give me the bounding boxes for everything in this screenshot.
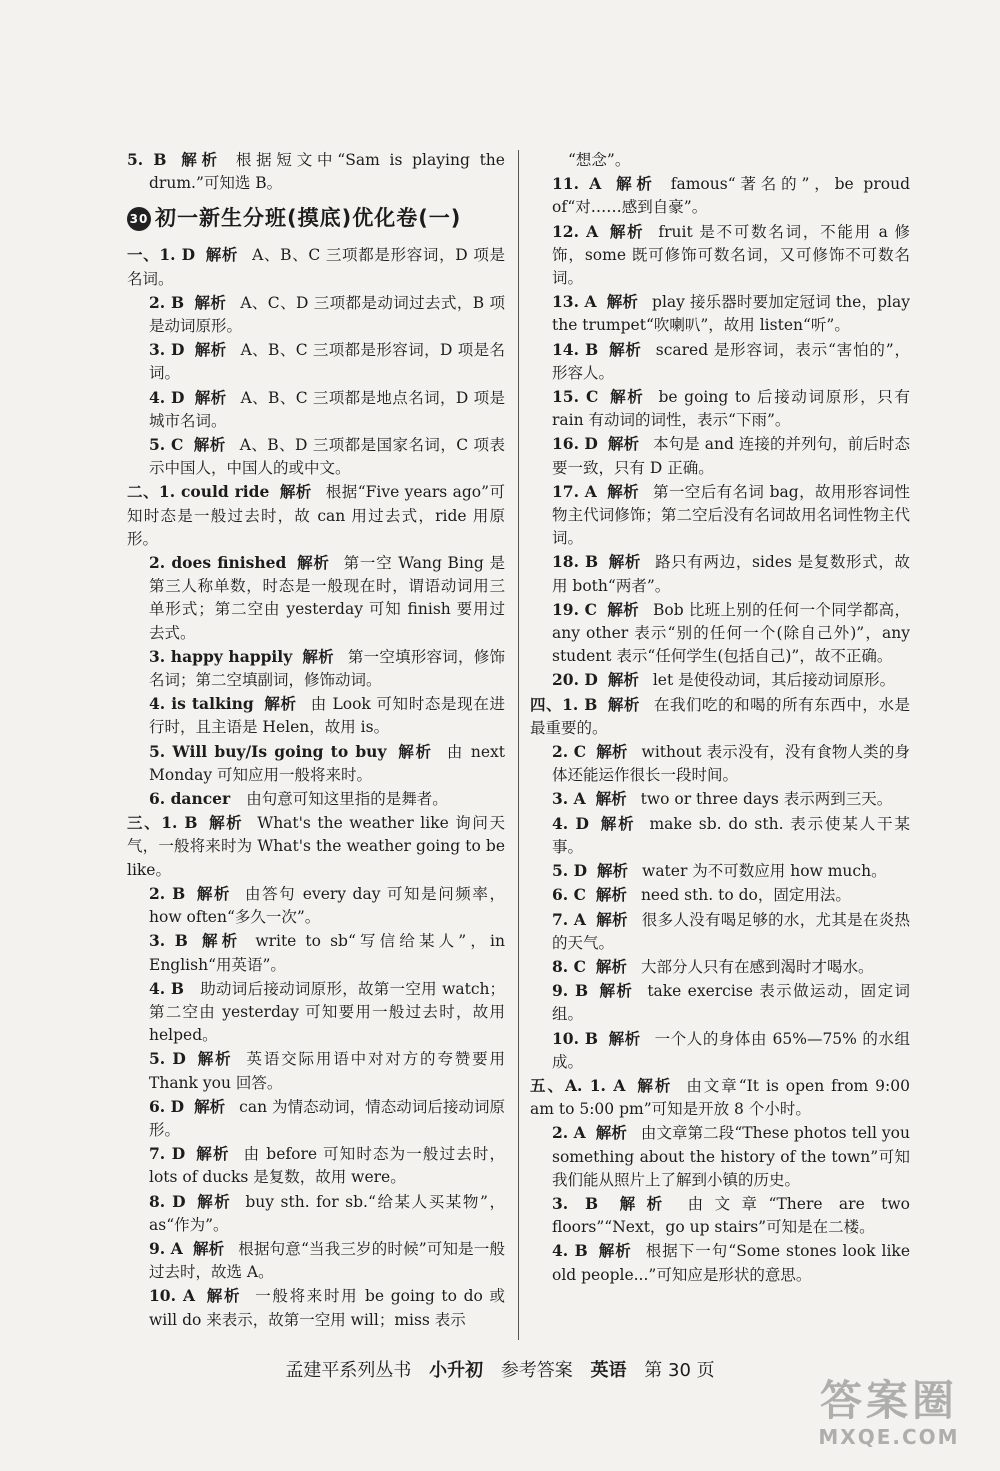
answer-item: [530, 598, 910, 669]
answer-number: 9. A: [149, 1238, 183, 1258]
analysis-text: write to sb“写信给某人”，in English“用英语”。: [149, 932, 505, 974]
analysis-text: can 为情态动词，情态动词后接动词原形。: [149, 1097, 505, 1139]
answer-item: [127, 551, 505, 645]
answer-number: 一、1. D: [127, 245, 196, 265]
analysis-label: 解析: [194, 388, 227, 407]
analysis-label: 解析: [197, 932, 242, 951]
answer-item: [127, 291, 505, 338]
analysis-label: 解析: [595, 910, 628, 929]
watermark-logo: [814, 1377, 964, 1457]
answer-item: [530, 740, 910, 787]
analysis-label: 解析: [296, 554, 330, 573]
analysis-text: A、B、D 三项都是国家名词，C 项表示中国人，中国人的或中文。: [149, 436, 505, 478]
answer-number: 13. A: [552, 292, 597, 312]
analysis-label: 解析: [595, 1124, 627, 1143]
footer-grade: 小升初: [429, 1360, 484, 1381]
analysis-text: 本句是 and 连接的并列句，前后时态要一致，只有 D 正确。: [552, 435, 910, 477]
analysis-label: 解析: [598, 982, 634, 1001]
watermark-logo-text: 答案圈: [819, 1376, 958, 1425]
answer-item: [127, 882, 505, 929]
footer-page: 第 30 页: [644, 1360, 715, 1381]
answer-number: 6. C: [552, 885, 586, 905]
analysis-label: 解析: [176, 151, 222, 169]
answer-number: 4. D: [552, 813, 589, 833]
analysis-label: 解析: [263, 695, 297, 714]
answer-item: [530, 290, 910, 337]
analysis-text: water 为不可数应用 how much。: [642, 862, 887, 881]
answer-item: [530, 338, 910, 385]
analysis-text: need sth. to do，固定用法。: [640, 886, 851, 905]
answer-number: 4. B: [552, 1241, 588, 1261]
answer-number: 5. Will buy/Is going to buy: [149, 741, 387, 761]
answer-number: 6. D: [149, 1096, 185, 1116]
answer-item: [127, 811, 505, 882]
answer-item: [530, 1239, 910, 1286]
answer-number: 2. B: [149, 292, 185, 312]
section-title: [127, 203, 505, 233]
analysis-text: Bob 比班上别的任何一个同学都高，any other 表示“别的任何一个(除自己外)”，any student 表示“任何学生(包括自己)”，故不正确。: [552, 600, 910, 666]
answer-item: [530, 859, 910, 883]
section-title-text: 初一新生分班(摸底)优化卷(一): [155, 206, 462, 231]
analysis-text: 在我们吃的和喝的所有东西中，水是最重要的。: [530, 695, 910, 737]
analysis-label: 解析: [635, 1076, 673, 1095]
analysis-text: 由文章第二段“These photos tell you something about the history of the town”可知我们能从照片上了解到小镇的历史。: [552, 1124, 910, 1189]
analysis-text: 由文章“There are two floors”“Next，go up stairs”可知是在二楼。: [552, 1194, 910, 1237]
analysis-label: 解析: [205, 246, 239, 265]
analysis-text: make sb. do sth. 表示使某人干某事。: [552, 814, 910, 856]
analysis-label: 解析: [194, 341, 227, 360]
analysis-label: 解析: [606, 293, 639, 312]
analysis-text: let 是使役动词，其后接动词原形。: [652, 671, 896, 690]
answer-item: [127, 433, 505, 480]
analysis-label: 解析: [195, 1145, 230, 1164]
answer-number: 五、A. 1. A: [530, 1075, 626, 1095]
answer-number: 7. A: [552, 909, 586, 929]
answer-number: 3. B: [552, 1193, 599, 1213]
answer-number: 5. B: [127, 150, 167, 169]
analysis-label: 解析: [195, 1050, 233, 1069]
answer-number: 4. is talking: [149, 694, 254, 714]
analysis-text: 第一空 Wang Bing 是第三人称单数，时态是一般现在时，谓语动词用三单形式；第二空由 yesterday 可知 finish 要用过去式。: [149, 554, 505, 642]
analysis-label: 解析: [595, 886, 627, 905]
analysis-text: scared 是形容词，表示“害怕的”，形容人。: [552, 340, 910, 382]
analysis-text: 路只有两边，sides 是复数形式，故用 both“两者”。: [552, 553, 910, 595]
analysis-text: 根据“Five years ago”可知时态是一般过去时，故 can 用过去式，ride 用原形。: [127, 483, 505, 548]
answer-item: [530, 385, 910, 432]
answer-item: [530, 787, 910, 811]
analysis-label: 解析: [302, 647, 334, 666]
answer-item: [530, 908, 910, 955]
answer-number: 3. D: [149, 340, 185, 360]
analysis-label: 解析: [607, 600, 639, 619]
answer-number: 4. D: [149, 387, 185, 407]
answer-number: 4. B: [149, 978, 184, 998]
analysis-text: What's the weather like 询问天气，一般将来时为 What's the weather going to be like。: [127, 814, 505, 879]
answer-number: 12. A: [552, 221, 599, 241]
answer-number: 7. D: [149, 1144, 186, 1164]
analysis-label: 解析: [597, 862, 629, 881]
analysis-label: 解析: [608, 340, 642, 359]
answer-number: 四、1. B: [530, 694, 598, 714]
answer-item: [530, 480, 910, 551]
analysis-label: 解析: [194, 1097, 226, 1116]
analysis-text: famous“著名的”，be proud of“对……感到自豪”。: [552, 175, 910, 217]
answer-number: 2. does finished: [149, 553, 287, 573]
analysis-text: 第一空后有名词 bag，故用形容词性物主代词修饰；第二空后没有名词故用名词性物主代词。: [552, 482, 910, 548]
analysis-text: 根据短文中“Sam is playing the drum.”可知选 B。: [149, 151, 505, 193]
analysis-text: without 表示没有，没有食物人类的身体还能运作很长一段时间。: [552, 743, 910, 785]
analysis-label: 解析: [608, 1194, 674, 1213]
analysis-text: 英语交际用语中对对方的夸赞要用 Thank you 回答。: [149, 1050, 505, 1092]
analysis-label: 解析: [607, 695, 640, 714]
answer-item: [127, 338, 505, 385]
analysis-label: 解析: [598, 814, 636, 833]
answer-item: [127, 645, 505, 692]
answer-number: 10. A: [149, 1286, 196, 1306]
answer-number: 5. D: [149, 1049, 186, 1069]
answer-number: 三、1. B: [127, 813, 198, 833]
analysis-label: 解析: [608, 222, 645, 241]
answer-item: [127, 1190, 505, 1237]
answer-number: 3. B: [149, 931, 188, 951]
analysis-text: “想念”。: [568, 151, 631, 169]
answer-number: 二、1. could ride: [127, 482, 270, 502]
analysis-label: 解析: [608, 553, 642, 572]
analysis-label: 解析: [607, 671, 639, 690]
left-answer-list: [127, 243, 505, 1331]
analysis-label: 解析: [611, 175, 657, 194]
answer-item: [127, 1095, 505, 1142]
answer-number: 10. B: [552, 1028, 599, 1048]
answer-item: [127, 1142, 505, 1189]
right-column: [530, 148, 910, 1287]
analysis-text: 由句意可知这里指的是舞者。: [246, 790, 448, 809]
answer-number: 9. B: [552, 981, 589, 1001]
answer-number: 5. D: [552, 861, 588, 881]
answer-item: [127, 480, 505, 551]
answer-number: 17. A: [552, 481, 597, 501]
analysis-label: 解析: [195, 1192, 232, 1211]
analysis-label: 解析: [195, 884, 232, 903]
answer-number: 2. C: [552, 742, 587, 762]
analysis-text: A、B、C 三项都是地点名词，D 项是城市名词。: [149, 388, 505, 430]
analysis-text: fruit 是不可数名词，不能用 a 修饰，some 既可修饰可数名词，又可修饰不可数名词。: [552, 222, 910, 288]
answer-number: 20. D: [552, 670, 598, 690]
answer-item: [127, 787, 505, 811]
answer-item: [530, 955, 910, 979]
analysis-text: 由答句 every day 可知是问频率，how often“多久一次”。: [149, 884, 505, 927]
answer-item: [530, 693, 910, 740]
analysis-label: 解析: [205, 1287, 242, 1306]
analysis-text: 由 next Monday 可知应用一般将来时。: [149, 742, 505, 784]
answer-number: 2. A: [552, 1123, 586, 1143]
analysis-text: 由 Look 可知时态是现在进行时，且主语是 Helen，故用 is。: [149, 695, 505, 737]
answer-item: [530, 883, 910, 907]
answer-number: 11. A: [552, 174, 602, 194]
answer-item: [530, 668, 910, 692]
analysis-text: buy sth. for sb.“给某人买某物”，as“作为”。: [149, 1192, 505, 1234]
analysis-text: 一般将来时用 be going to do 或 will do 来表示，故第一空用 will；miss 表示: [149, 1287, 505, 1329]
footer-answers: 参考答案: [500, 1360, 573, 1381]
answer-number: 3. happy happily: [149, 646, 293, 666]
analysis-label: 解析: [193, 436, 226, 455]
answer-number: 6. dancer: [149, 789, 231, 809]
answer-item: [530, 220, 910, 291]
analysis-text: A、C、D 三项都是动词过去式，B 项是动词原形。: [149, 293, 505, 336]
analysis-text: 由 before 可知时态为一般过去时，lots of ducks 是复数，故用 were。: [149, 1145, 505, 1187]
footer-subject: 英语: [590, 1360, 627, 1381]
watermark-logo-url: MXQE.COM: [818, 1425, 960, 1449]
analysis-label: 解析: [207, 814, 244, 833]
answer-item: [127, 692, 505, 739]
answer-item: [127, 1047, 505, 1094]
answer-number: 8. C: [552, 956, 586, 976]
analysis-label: 解析: [279, 483, 312, 502]
analysis-label: 解析: [194, 293, 227, 312]
right-answer-list: [530, 148, 910, 1287]
answer-item: [127, 1284, 505, 1331]
analysis-label: 解析: [595, 957, 627, 976]
analysis-label: 解析: [608, 388, 645, 407]
answer-number: 8. D: [149, 1191, 186, 1211]
analysis-text: be going to 后接动词原形，只有 rain 有动词的词性，表示“下雨”。: [552, 388, 910, 430]
answer-item: [530, 1074, 910, 1121]
answer-item: [127, 977, 505, 1048]
answer-number: 16. D: [552, 434, 598, 454]
analysis-text: 一个人的身体由 65%—75% 的水组成。: [552, 1029, 910, 1071]
analysis-text: 根据句意“当我三岁的时候”可知是一般过去时，故选 A。: [149, 1239, 505, 1282]
analysis-text: 很多人没有喝足够的水，尤其是在炎热的天气。: [552, 910, 910, 952]
answer-item: [530, 172, 910, 219]
answer-item: [127, 243, 505, 290]
analysis-text: play 接乐器时要加定冠词 the，play the trumpet“吹喇叭”，故用 listen“听”。: [552, 293, 910, 335]
analysis-label: 解析: [595, 790, 627, 809]
analysis-text: 助动词后接动词原形，故第一空用 watch；第二空由 yesterday 可知要用一般过去时，故用 helped。: [149, 979, 505, 1045]
answer-item: [127, 740, 505, 787]
analysis-label: 解析: [607, 435, 640, 454]
answer-item: [530, 979, 910, 1026]
analysis-label: 解析: [597, 1242, 632, 1261]
analysis-text: 根据下一句“Some stones look like old people...”可知应是形状的意思。: [552, 1242, 910, 1284]
answer-item: [127, 386, 505, 433]
answer-number: 19. C: [552, 599, 598, 619]
analysis-label: 解析: [396, 742, 433, 761]
analysis-label: 解析: [606, 482, 639, 501]
answer-item: [530, 148, 910, 172]
answer-item: [127, 929, 505, 976]
analysis-text: two or three days 表示两到三天。: [640, 790, 893, 809]
answer-item: [127, 148, 505, 195]
answer-item: [530, 432, 910, 479]
analysis-text: take exercise 表示做运动，固定词组。: [552, 982, 910, 1024]
column-divider: [518, 150, 519, 1340]
answer-item: [530, 1192, 910, 1239]
footer-series: 孟建平系列丛书: [285, 1360, 412, 1381]
answer-item: [530, 1121, 910, 1192]
section-number-badge: 30: [127, 207, 151, 231]
answer-number: 15. C: [552, 387, 599, 407]
analysis-text: 由文章“It is open from 9:00 am to 5:00 pm”可知是开放 8 个小时。: [530, 1076, 910, 1119]
answer-number: 3. A: [552, 789, 586, 809]
answer-number: 5. C: [149, 435, 184, 455]
answer-item: [530, 1027, 910, 1074]
analysis-label: 解析: [596, 743, 628, 762]
answer-number: 2. B: [149, 883, 186, 903]
left-column: [127, 148, 505, 1332]
analysis-text: 大部分人只有在感到渴时才喝水。: [640, 957, 874, 976]
answer-number: 14. B: [552, 339, 599, 359]
analysis-text: A、B、C 三项都是形容词，D 项是名词。: [127, 246, 505, 288]
answer-number: 18. B: [552, 552, 599, 572]
answer-item: [530, 812, 910, 859]
analysis-label: 解析: [192, 1239, 225, 1258]
analysis-text: 第一空填形容词，修饰名词；第二空填副词，修饰动词。: [149, 647, 505, 690]
analysis-label: 解析: [608, 1029, 641, 1048]
analysis-text: A、B、C 三项都是形容词，D 项是名词。: [149, 341, 505, 383]
answer-item: [127, 1237, 505, 1284]
answer-item: [530, 550, 910, 597]
